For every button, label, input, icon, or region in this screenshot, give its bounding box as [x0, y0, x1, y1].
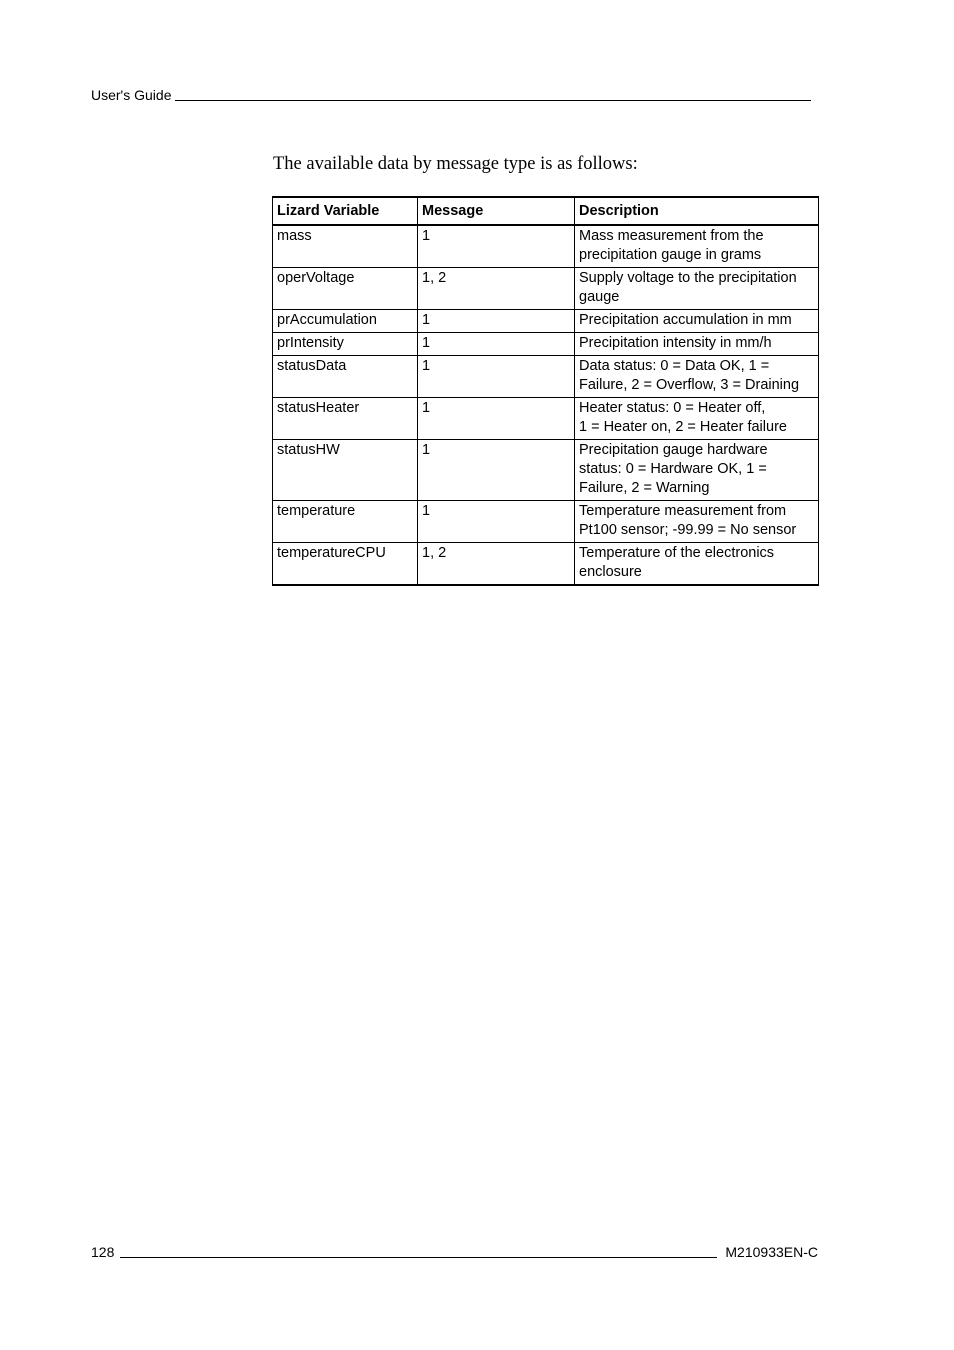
cell-message: 1, 2 — [418, 543, 575, 586]
page-number: 128 — [91, 1244, 115, 1260]
cell-message: 1, 2 — [418, 268, 575, 310]
table-row — [273, 225, 819, 268]
description-line: Temperature of the electronics — [579, 545, 775, 561]
variables-table — [272, 196, 819, 586]
cell-variable: temperatureCPU — [273, 543, 418, 586]
cell-description — [575, 440, 819, 501]
description-line: Precipitation gauge hardware — [579, 442, 768, 458]
cell-description — [575, 501, 819, 543]
intro-text: The available data by message type is as follows: — [273, 154, 638, 174]
header-title: User's Guide — [91, 87, 172, 103]
table-row — [273, 543, 819, 586]
description-line: Failure, 2 = Warning — [579, 480, 710, 496]
cell-description — [575, 225, 819, 268]
cell-description — [575, 333, 819, 356]
description-line: Precipitation intensity in mm/h — [579, 335, 772, 351]
cell-description — [575, 356, 819, 398]
cell-message: 1 — [418, 225, 575, 268]
cell-variable: operVoltage — [273, 268, 418, 310]
column-header-message: Message — [418, 197, 575, 225]
table-row — [273, 310, 819, 333]
description-line: 1 = Heater on, 2 = Heater failure — [579, 419, 787, 435]
table-row — [273, 333, 819, 356]
description-line: status: 0 = Hardware OK, 1 = — [579, 461, 767, 477]
cell-message: 1 — [418, 356, 575, 398]
cell-description — [575, 398, 819, 440]
table-row — [273, 398, 819, 440]
cell-message: 1 — [418, 333, 575, 356]
description-line: gauge — [579, 289, 620, 305]
description-line: precipitation gauge in grams — [579, 247, 762, 263]
description-line: Mass measurement from the — [579, 228, 764, 244]
table-row — [273, 268, 819, 310]
table-row — [273, 440, 819, 501]
description-line: Failure, 2 = Overflow, 3 = Draining — [579, 377, 800, 393]
table-row — [273, 356, 819, 398]
cell-description — [575, 268, 819, 310]
cell-description — [575, 310, 819, 333]
description-line: enclosure — [579, 564, 642, 580]
cell-variable: temperature — [273, 501, 418, 543]
document-code: M210933EN-C — [725, 1244, 818, 1260]
page-footer — [91, 1243, 818, 1261]
description-line: Data status: 0 = Data OK, 1 = — [579, 358, 770, 374]
table-row — [273, 501, 819, 543]
description-line: Precipitation accumulation in mm — [579, 312, 792, 328]
description-line: Heater status: 0 = Heater off, — [579, 400, 766, 416]
cell-message: 1 — [418, 501, 575, 543]
description-line: Supply voltage to the precipitation — [579, 270, 797, 286]
cell-variable: prIntensity — [273, 333, 418, 356]
cell-variable: statusData — [273, 356, 418, 398]
column-header-variable: Lizard Variable — [273, 197, 418, 225]
cell-variable: mass — [273, 225, 418, 268]
header-rule — [175, 100, 811, 101]
cell-message: 1 — [418, 398, 575, 440]
cell-message: 1 — [418, 310, 575, 333]
column-header-description: Description — [575, 197, 819, 225]
description-line: Pt100 sensor; -99.99 = No sensor — [579, 522, 797, 538]
cell-message: 1 — [418, 440, 575, 501]
description-line: Temperature measurement from — [579, 503, 787, 519]
cell-variable: prAccumulation — [273, 310, 418, 333]
cell-description — [575, 543, 819, 586]
page-header — [91, 86, 811, 104]
footer-rule — [120, 1257, 717, 1258]
cell-variable: statusHW — [273, 440, 418, 501]
table-body — [273, 225, 819, 585]
table-header-row — [273, 197, 819, 225]
cell-variable: statusHeater — [273, 398, 418, 440]
